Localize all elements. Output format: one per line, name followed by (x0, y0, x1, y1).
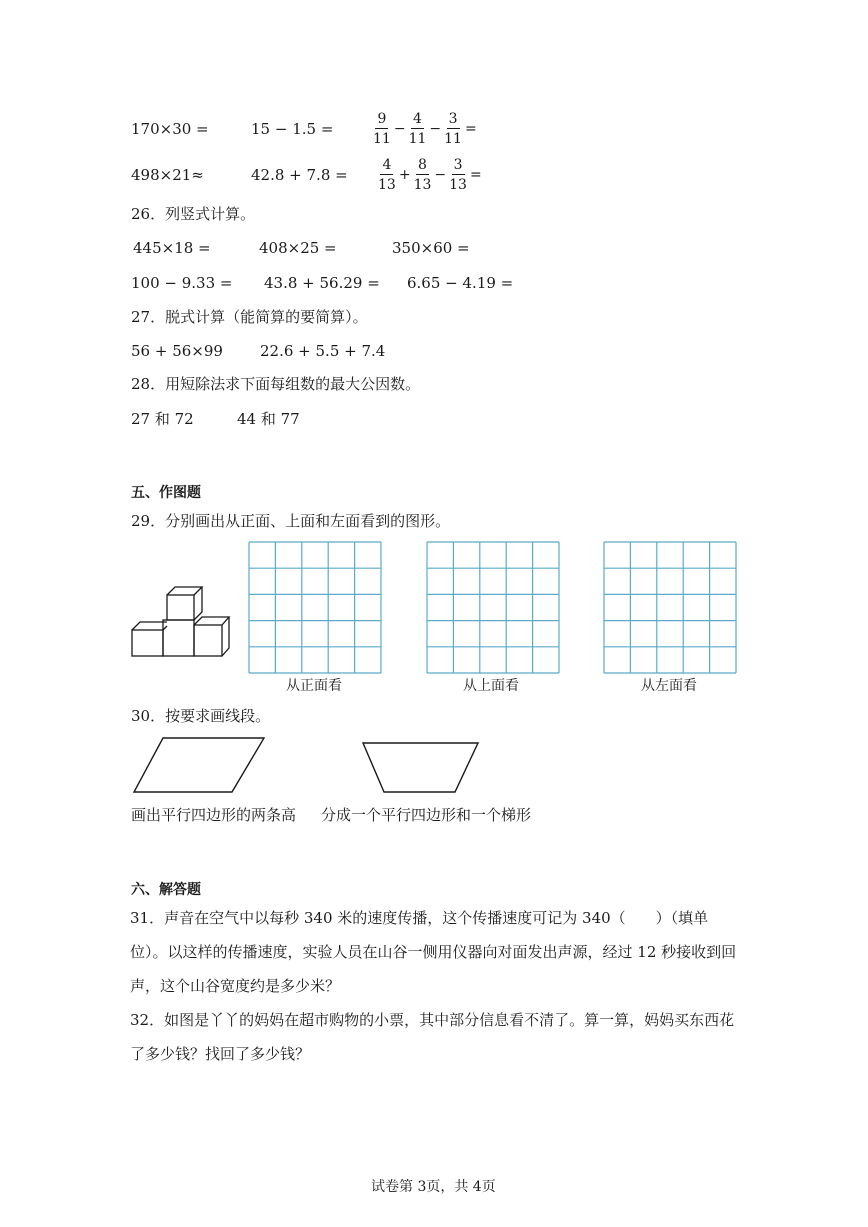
question-32-text: 32．如图是丫丫的妈妈在超市购物的小票，其中部分信息看不清了。算一算，妈妈买东西花了多少钱？找回了多少钱？ (130, 1011, 735, 1063)
question-title: 30．按要求画线段。 (131, 707, 271, 725)
question-title: 29．分别画出从正面、上面和左面看到的图形。 (131, 512, 451, 530)
question-title: 27．脱式计算（能简算的要简算）。 (131, 308, 368, 326)
answer-grid-left[interactable] (603, 541, 737, 674)
view-caption: 从左面看 (641, 678, 697, 694)
calc-item: 27 和 72 (131, 410, 194, 428)
figure-caption: 画出平行四边形的两条高 (131, 806, 297, 824)
calc-item: 6.65 − 4.19 = (407, 274, 514, 292)
question-31-text: 31．声音在空气中以每秒 340 米的速度传播，这个传播速度可记为 340（ ）（填单位）。以这样的传播速度，实验人员在山谷一侧用仪器向对面发出声源，经过 12 秒接收到回声，这个山谷宽度约是多少米？ (130, 909, 737, 995)
fraction-expression: 4 13 + $\frac{8}{13}$ − $\frac{3}{13}$ = (378, 157, 482, 193)
question-title: 26．列竖式计算。 (131, 205, 256, 223)
calc-item: 408×25 = (259, 239, 337, 257)
section-heading: 五、作图题 (131, 485, 201, 501)
calc-item: 15 − 1.5 = (251, 120, 334, 138)
answer-grid-front[interactable] (248, 541, 382, 674)
calc-item: 43.8 + 56.29 = (264, 274, 380, 292)
fraction-expression: 9 11 − $\frac{4}{11}$ − $\frac{3}{11}$ = (373, 111, 477, 147)
calc-item: 42.8 + 7.8 = (251, 166, 348, 184)
calc-item: 56 + 56×99 (131, 342, 223, 360)
parallelogram-figure[interactable] (130, 735, 270, 795)
view-caption: 从正面看 (286, 678, 342, 694)
calc-item: 100 − 9.33 = (131, 274, 233, 292)
calc-item: 350×60 = (392, 239, 470, 257)
calc-item: 170×30 = (131, 120, 209, 138)
figure-caption: 分成一个平行四边形和一个梯形 (321, 806, 532, 824)
page-footer: 试卷第 3页，共 4页 (371, 1179, 496, 1195)
question-title: 28．用短除法求下面每组数的最大公因数。 (131, 375, 421, 393)
view-caption: 从上面看 (463, 678, 519, 694)
calc-item: 22.6 + 5.5 + 7.4 (260, 342, 386, 360)
cube-stack-figure (128, 578, 236, 660)
answer-grid-top[interactable] (426, 541, 560, 674)
section-heading: 六、解答题 (131, 882, 201, 898)
trapezoid-figure[interactable] (358, 740, 483, 795)
calc-item: 498×21≈ (131, 166, 204, 184)
calc-item: 445×18 = (133, 239, 211, 257)
calc-item: 44 和 77 (237, 410, 300, 428)
